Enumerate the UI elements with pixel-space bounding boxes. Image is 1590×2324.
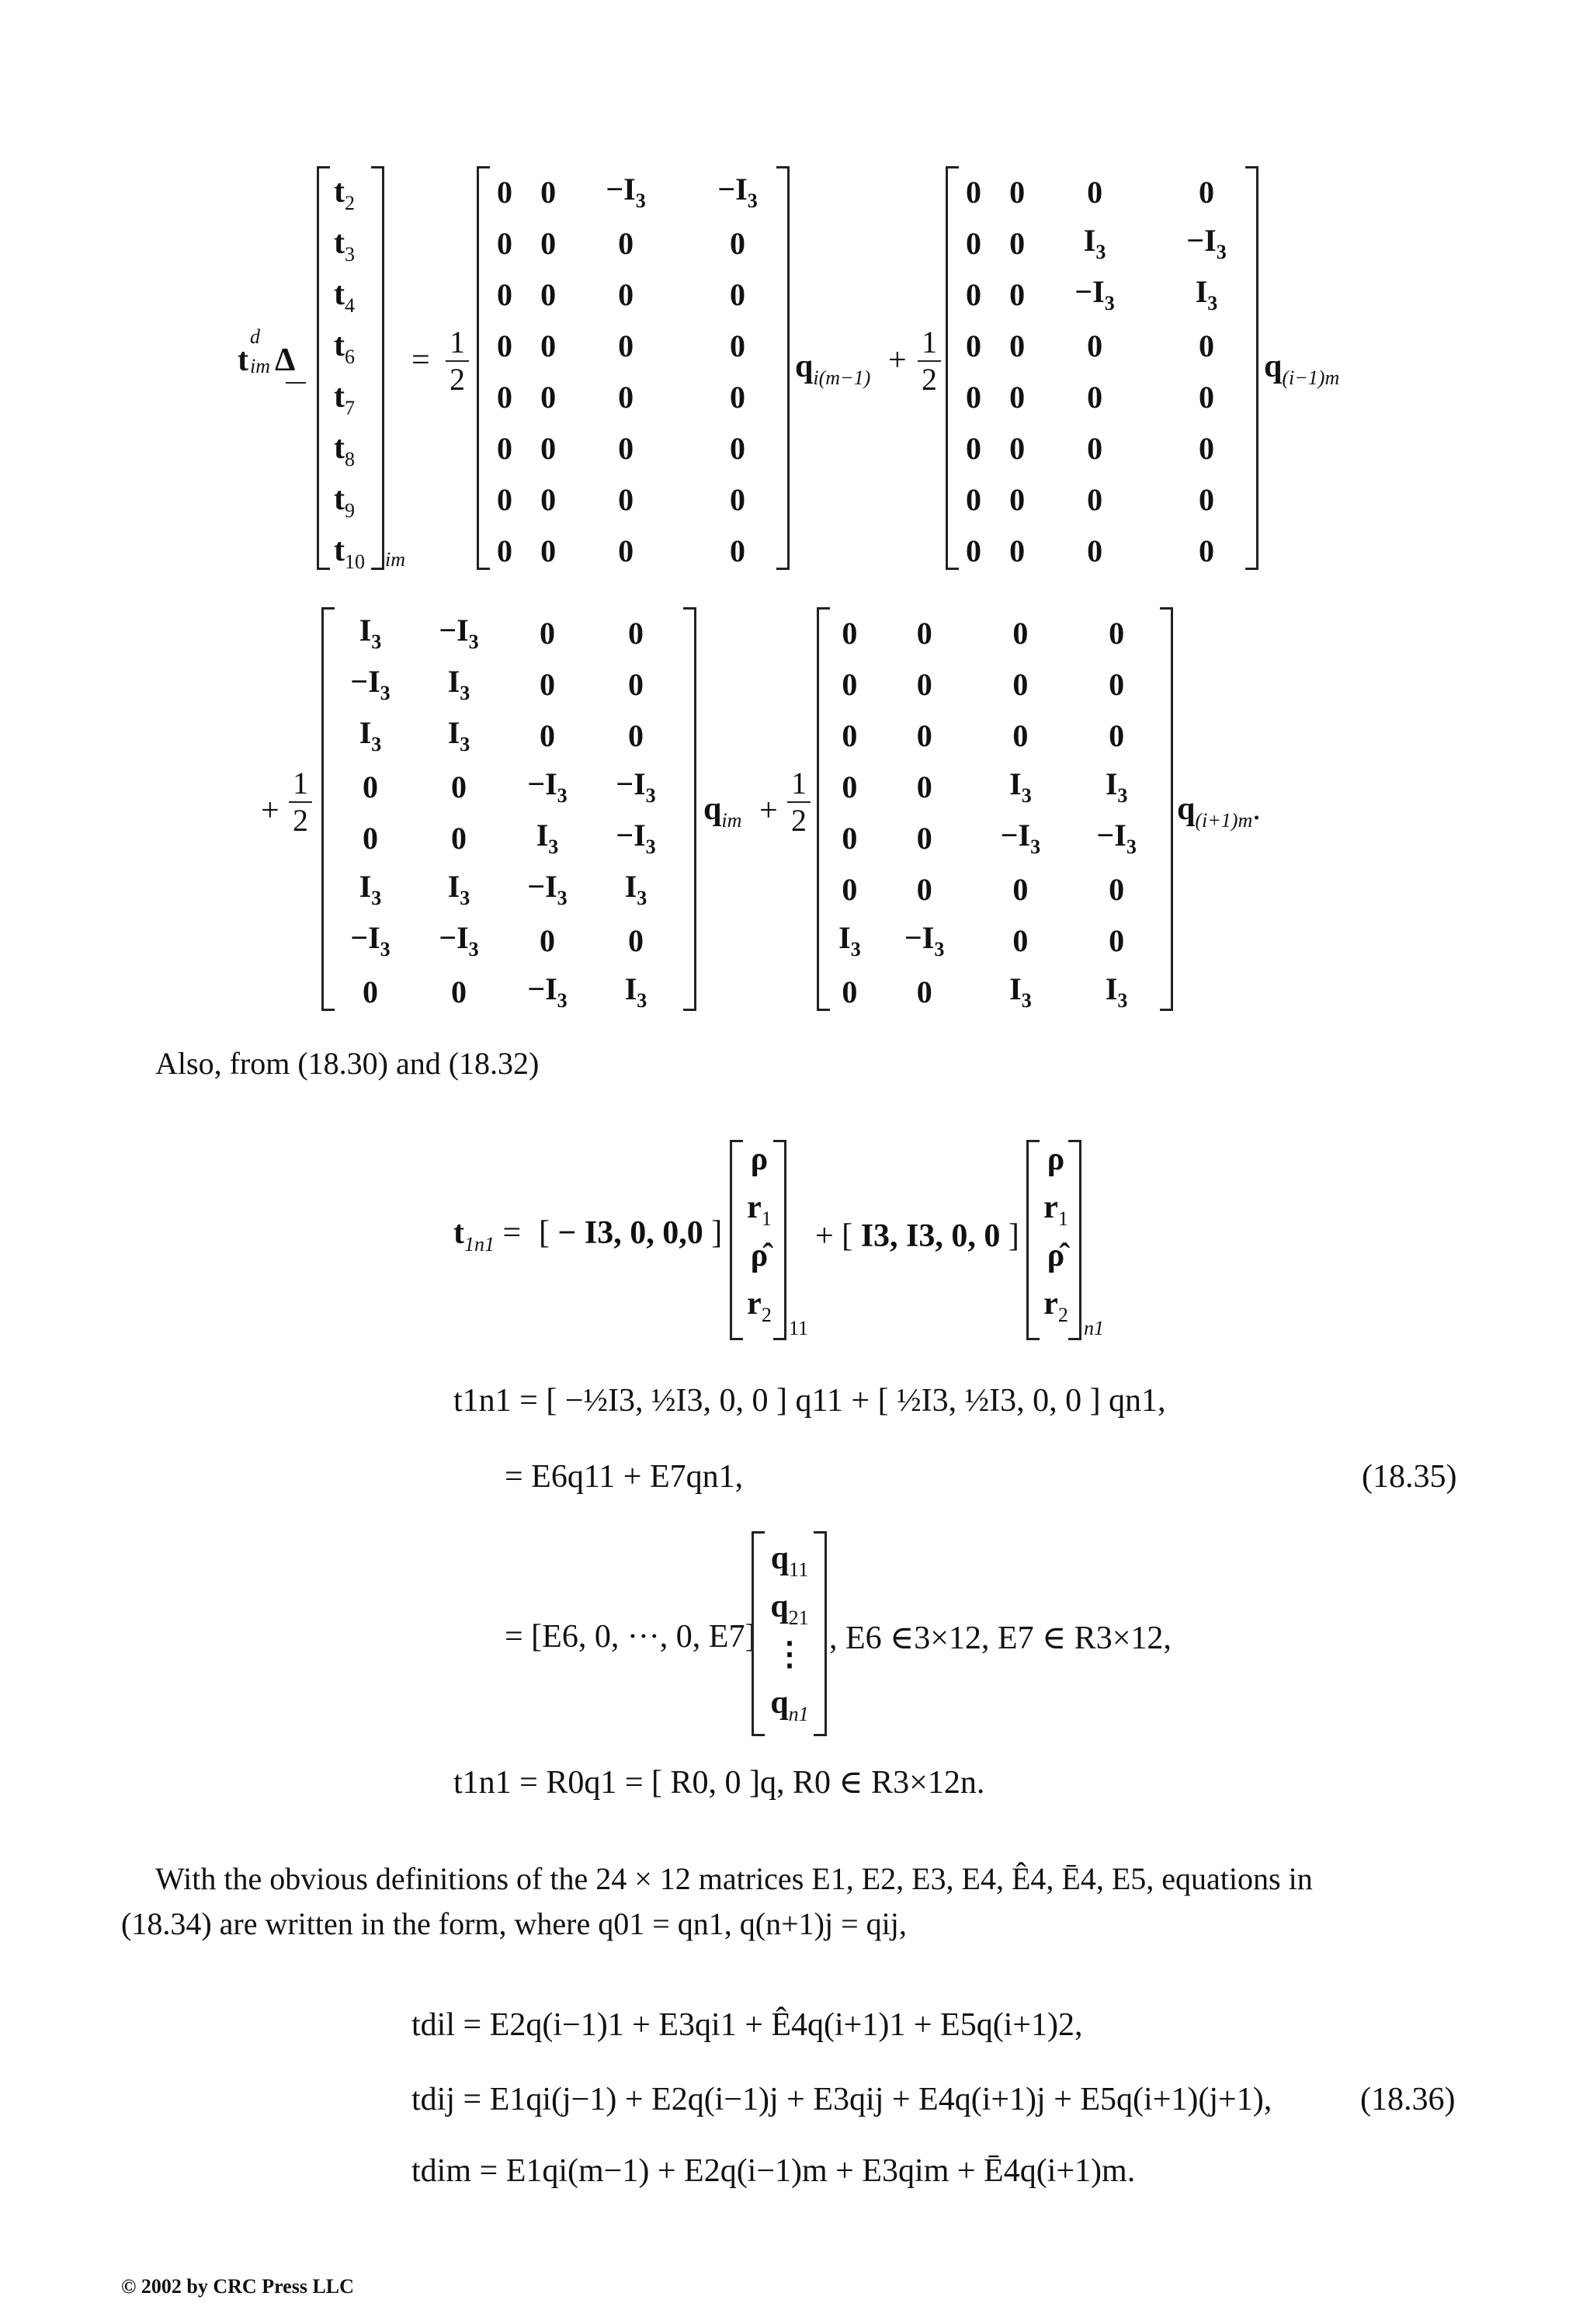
matrix-C-cell: 0 — [363, 820, 378, 856]
matrix-D-cell: 0 — [1109, 922, 1125, 958]
matrix-C-cell: $-I_3$ — [527, 766, 568, 807]
matrix-B-cell: 0 — [966, 328, 982, 363]
matrix-C-cell: $I_3$ — [447, 715, 470, 756]
matrix-A-cell: 0 — [497, 481, 513, 517]
matrix-B-cell: 0 — [1009, 430, 1026, 466]
stacked-q-vector — [764, 1534, 815, 1727]
t1n1-lhs: $t_{1n1}$ = — [453, 1215, 522, 1256]
eq1835-line3: = E6q11 + E7qn1, — [505, 1459, 744, 1495]
matrix-C-cell: 0 — [363, 769, 378, 804]
matrix-A-cell: 0 — [497, 225, 513, 261]
matrix-A-cell: 0 — [497, 533, 513, 568]
half-fraction-4 — [787, 766, 811, 839]
plus-sign-2: + — [261, 793, 279, 829]
lhs-vector-entry: $t_7$ — [334, 379, 355, 419]
matrix-D-cell: $-I_3$ — [1000, 818, 1041, 858]
matrix-A-cell: 0 — [618, 533, 634, 568]
matrix-B-cell: 0 — [966, 533, 982, 568]
matrix-C-cell: $-I_3$ — [439, 613, 479, 653]
matrix-B-cell: 0 — [966, 481, 982, 517]
half-fraction-1 — [446, 325, 469, 398]
matrix-D-cell: 0 — [916, 769, 932, 804]
lhs-vector-sub: im — [385, 548, 405, 571]
lhs-vector-entry: $t_4$ — [334, 276, 355, 317]
matrix-A-cell: 0 — [540, 225, 557, 261]
matrix-A-cell: $-I_3$ — [606, 172, 646, 212]
matrix-D-cell: 0 — [842, 615, 858, 651]
matrix-C-cell: $I_3$ — [447, 869, 470, 909]
matrix-A-cell: 0 — [730, 533, 746, 568]
matrix-C-cell: $-I_3$ — [527, 971, 568, 1012]
eq1835-line4-left: = [E6, 0, ···, 0, E7] — [505, 1619, 756, 1655]
matrix-D-cell: 0 — [1012, 717, 1029, 753]
matrix-D-cell: 0 — [842, 717, 858, 753]
matrix-A-cell: 0 — [540, 430, 557, 466]
stacked-q-entry: $q_{n1}$ — [770, 1685, 809, 1725]
matrix-C-cell: 0 — [451, 820, 467, 856]
eq1835-line2: t1n1 = [ −½I3, ½I3, 0, 0 ] q11 + [ ½I3, ½I3, 0, 0 ] qn1, — [453, 1383, 1166, 1419]
copyright-footer: © 2002 by CRC Press LLC — [121, 2275, 354, 2298]
matrix-A-cell: 0 — [540, 276, 557, 312]
matrix-B-cell: 0 — [1087, 481, 1103, 517]
column-vector-2 — [1040, 1135, 1071, 1328]
half-den: 2 — [450, 362, 465, 397]
bracket-colvec1-right — [773, 1140, 786, 1340]
matrix-A-cell: 0 — [730, 430, 746, 466]
matrix-D-cell: $-I_3$ — [1096, 818, 1137, 858]
plus-sign-3: + — [759, 793, 778, 829]
matrix-A-cell: 0 — [618, 276, 634, 312]
half-den: 2 — [293, 803, 308, 838]
bracket-colvec2-left — [1026, 1140, 1040, 1340]
matrix-C-cell: $-I_3$ — [350, 664, 391, 704]
matrix-B-cell: 0 — [1087, 533, 1103, 568]
matrix-B-cell: 0 — [1009, 174, 1026, 210]
half-num: 1 — [918, 325, 941, 362]
matrix-A-cell: 0 — [497, 379, 513, 415]
matrix-D-cell: 0 — [916, 717, 932, 753]
matrix-A-cell: 0 — [540, 379, 557, 415]
bracket-colvec2-right — [1068, 1140, 1081, 1340]
plus-sign-1835: + [ I3, I3, 0, 0 ] — [815, 1218, 1019, 1254]
bracket-D-right — [1160, 607, 1173, 1011]
matrix-B-cell: 0 — [1009, 379, 1026, 415]
matrix-A-cell: 0 — [618, 328, 634, 363]
lhs-vector-entry: $t_6$ — [334, 328, 355, 368]
equals-sign-1: = — [411, 342, 430, 378]
matrix-B-cell: $-I_3$ — [1074, 274, 1115, 314]
matrix-B-cell: 0 — [1199, 430, 1215, 466]
matrix-A-cell: 0 — [540, 481, 557, 517]
matrix-C-cell: $-I_3$ — [616, 818, 656, 858]
matrix-A-cell: 0 — [730, 225, 746, 261]
matrix-B-cell: 0 — [1009, 276, 1026, 312]
with-line-2: (18.34) are written in the form, where q01 = qn1, q(n+1)j = qij, — [121, 1906, 907, 1941]
column-vector-entry: $r_2$ — [747, 1286, 772, 1326]
matrix-D-cell: $I_3$ — [1105, 766, 1128, 807]
bracket-C-right — [683, 607, 696, 1011]
matrix-D-cell: 0 — [916, 820, 932, 856]
matrix-A-cell: 0 — [540, 174, 557, 210]
matrix-C-cell: 0 — [540, 717, 555, 753]
bracket-stack-left — [752, 1531, 765, 1736]
matrix-A-cell: 0 — [618, 225, 634, 261]
lhs-vector-entry: $t_3$ — [334, 225, 355, 266]
matrix-C-cell: 0 — [628, 717, 644, 753]
matrix-C-cell: $I_3$ — [359, 715, 382, 756]
matrix-D-cell: 0 — [916, 615, 932, 651]
lhs-tdim-delta: t d im Δ — [238, 325, 296, 378]
column-vector-1 — [744, 1135, 775, 1328]
also-line: Also, from (18.30) and (18.32) — [155, 1046, 540, 1081]
matrix-D-cell: 0 — [842, 769, 858, 804]
with-line-1: With the obvious definitions of the 24 × 12 matrices E1, E2, E3, E4, Ê4, Ē4, E5, equations in — [155, 1861, 1313, 1896]
half-num: 1 — [787, 766, 811, 803]
matrix-D-cell: $I_3$ — [1009, 766, 1032, 807]
matrix-B-cell: 0 — [966, 430, 982, 466]
matrix-A-cell: 0 — [730, 276, 746, 312]
column-vector-entry: $r_1$ — [1043, 1190, 1068, 1230]
matrix-D-cell: 0 — [1012, 666, 1029, 702]
lhs-vector-entry: $t_{10}$ — [334, 533, 365, 573]
stacked-q-entry: $q_{11}$ — [770, 1541, 809, 1581]
matrix-D-cell: 0 — [842, 820, 858, 856]
matrix-C-cell: $-I_3$ — [350, 920, 391, 961]
vec-A: $q_{i(m-1)}$ — [795, 349, 871, 389]
eq1835-line4-right: , E6 ∈3×12, E7 ∈ R3×12, — [829, 1621, 1172, 1656]
matrix-B-cell: 0 — [1087, 328, 1103, 363]
matrix-A — [483, 166, 793, 576]
matrix-D — [823, 607, 1165, 1017]
matrix-A-cell: 0 — [730, 481, 746, 517]
matrix-A-cell: 0 — [540, 328, 557, 363]
matrix-D-cell: 0 — [916, 666, 932, 702]
eq1836-line2: tdij = E1qi(j−1) + E2q(i−1)j + E3qij + E4q(i+1)j + E5q(i+1)(j+1), — [411, 2082, 1272, 2117]
matrix-B-cell: $I_3$ — [1083, 223, 1106, 263]
matrix-D-cell: 0 — [1012, 871, 1029, 907]
matrix-D-cell: $I_3$ — [1105, 971, 1128, 1012]
matrix-B-cell: 0 — [1199, 379, 1215, 415]
matrix-D-cell: $-I_3$ — [904, 920, 945, 961]
eq1835-number: (18.35) — [1362, 1459, 1457, 1495]
matrix-D-cell: $I_3$ — [838, 920, 861, 961]
matrix-C-cell: 0 — [540, 615, 555, 651]
matrix-C-cell: 0 — [451, 769, 467, 804]
column-vector-entry: ρ — [1047, 1141, 1065, 1177]
matrix-C — [326, 607, 680, 1017]
bracket-lhs-right — [371, 166, 384, 570]
matrix-B-cell: 0 — [1009, 328, 1026, 363]
matrix-D-cell: 0 — [1109, 717, 1125, 753]
matrix-C-cell: $-I_3$ — [616, 766, 656, 807]
column-vector-entry: ρ̂ — [750, 1238, 769, 1273]
matrix-B-cell: 0 — [966, 225, 982, 261]
plus-sign-1: + — [888, 342, 907, 378]
matrix-C-cell: $-I_3$ — [527, 869, 568, 909]
matrix-B-cell: $I_3$ — [1195, 274, 1218, 314]
matrix-A-cell: 0 — [497, 430, 513, 466]
matrix-B-cell: 0 — [1199, 481, 1215, 517]
matrix-B-cell: 0 — [1087, 379, 1103, 415]
bracket-colvec1-left — [730, 1140, 743, 1340]
stacked-q-entry: ⋮ — [773, 1637, 806, 1673]
eq1835-line5: t1n1 = R0q1 = [ R0, 0 ]q, R0 ∈ R3×12n. — [453, 1765, 985, 1801]
column-vector-entry: $r_1$ — [747, 1190, 772, 1230]
half-den: 2 — [791, 803, 807, 838]
matrix-A-cell: $-I_3$ — [717, 172, 758, 212]
matrix-B-cell: 0 — [1009, 481, 1026, 517]
matrix-A-cell: 0 — [618, 481, 634, 517]
equal-by-definition-sign — [286, 382, 306, 384]
matrix-C-cell: 0 — [363, 974, 378, 1009]
matrix-D-cell: 0 — [916, 974, 932, 1009]
matrix-C-cell: 0 — [540, 666, 555, 702]
half-num: 1 — [289, 766, 312, 803]
matrix-C-cell: $I_3$ — [624, 869, 647, 909]
bracket-lhs-left — [317, 166, 330, 570]
colvec1-sub: 11 — [789, 1317, 809, 1339]
matrix-C-cell: 0 — [628, 922, 644, 958]
matrix-B-cell: 0 — [1199, 533, 1215, 568]
lhs-vector-entry: $t_8$ — [334, 430, 355, 471]
half-den: 2 — [922, 362, 937, 397]
matrix-C-cell: $I_3$ — [447, 664, 470, 704]
matrix-C-cell: 0 — [628, 615, 644, 651]
matrix-D-cell: 0 — [1109, 871, 1125, 907]
matrix-C-cell: $I_3$ — [624, 971, 647, 1012]
matrix-D-cell: 0 — [1109, 615, 1125, 651]
matrix-B-cell: 0 — [1087, 174, 1103, 210]
matrix-B-cell: $-I_3$ — [1186, 223, 1227, 263]
matrix-D-cell: 0 — [1109, 666, 1125, 702]
matrix-A-cell: 0 — [540, 533, 557, 568]
matrix-B-cell: 0 — [966, 379, 982, 415]
matrix-B-cell: 0 — [966, 276, 982, 312]
matrix-D-cell: 0 — [1012, 615, 1029, 651]
matrix-B-cell: 0 — [1199, 174, 1215, 210]
matrix-A-cell: 0 — [730, 328, 746, 363]
matrix-A-cell: 0 — [497, 276, 513, 312]
eq1836-number: (18.36) — [1360, 2082, 1456, 2117]
matrix-A-cell: 0 — [618, 379, 634, 415]
matrix-D-cell: 0 — [842, 974, 858, 1009]
matrix-B-cell: 0 — [1009, 225, 1026, 261]
matrix-C-cell: $-I_3$ — [439, 920, 479, 961]
matrix-D-cell: 0 — [842, 871, 858, 907]
matrix-A-cell: 0 — [497, 174, 513, 210]
half-num: 1 — [446, 325, 469, 362]
matrix-D-cell: 0 — [842, 666, 858, 702]
matrix-C-cell: $I_3$ — [359, 869, 382, 909]
vec-B: $q_{(i-1)m}$ — [1264, 349, 1340, 389]
matrix-C-cell: 0 — [540, 922, 555, 958]
lhs-vector-entry: $t_2$ — [334, 174, 355, 214]
matrix-C-cell: 0 — [628, 666, 644, 702]
matrix-C-cell: 0 — [451, 974, 467, 1009]
lhs-vector — [334, 166, 373, 576]
matrix-B-cell: 0 — [1009, 533, 1026, 568]
bracket-A-right — [776, 166, 790, 570]
matrix-D-cell: 0 — [1012, 922, 1029, 958]
eq1836-line1: tdil = E2q(i−1)1 + E3qi1 + Ê4q(i+1)1 + E5q(i+1)2, — [411, 2007, 1083, 2043]
matrix-D-cell: $I_3$ — [1009, 971, 1032, 1012]
row-vector-1: [ − I3, 0, 0,0 ] — [539, 1215, 723, 1251]
matrix-A-cell: 0 — [618, 430, 634, 466]
vec-C: $q_{im}$ — [703, 791, 742, 832]
half-fraction-2 — [918, 325, 941, 398]
matrix-B — [952, 166, 1262, 576]
matrix-D-cell: 0 — [916, 871, 932, 907]
half-fraction-3 — [289, 766, 312, 839]
vec-D: $q_{(i+1)m}$. — [1177, 791, 1261, 832]
column-vector-entry: ρ — [750, 1141, 769, 1177]
column-vector-entry: ρ̂ — [1047, 1238, 1065, 1273]
matrix-A-cell: 0 — [730, 379, 746, 415]
lhs-vector-entry: $t_9$ — [334, 481, 355, 522]
matrix-A-cell: 0 — [497, 328, 513, 363]
matrix-B-cell: 0 — [1087, 430, 1103, 466]
matrix-B-cell: 0 — [966, 174, 982, 210]
colvec2-sub: n1 — [1084, 1317, 1104, 1339]
bracket-B-right — [1245, 166, 1258, 570]
eq1836-line3: tdim = E1qi(m−1) + E2q(i−1)m + E3qim + Ē4q(i+1)m. — [411, 2153, 1136, 2189]
matrix-C-cell: $I_3$ — [536, 818, 559, 858]
column-vector-entry: $r_2$ — [1043, 1286, 1068, 1326]
bracket-stack-right — [814, 1531, 827, 1736]
matrix-B-cell: 0 — [1199, 328, 1215, 363]
matrix-C-cell: $I_3$ — [359, 613, 382, 653]
stacked-q-entry: $q_{21}$ — [770, 1589, 809, 1629]
